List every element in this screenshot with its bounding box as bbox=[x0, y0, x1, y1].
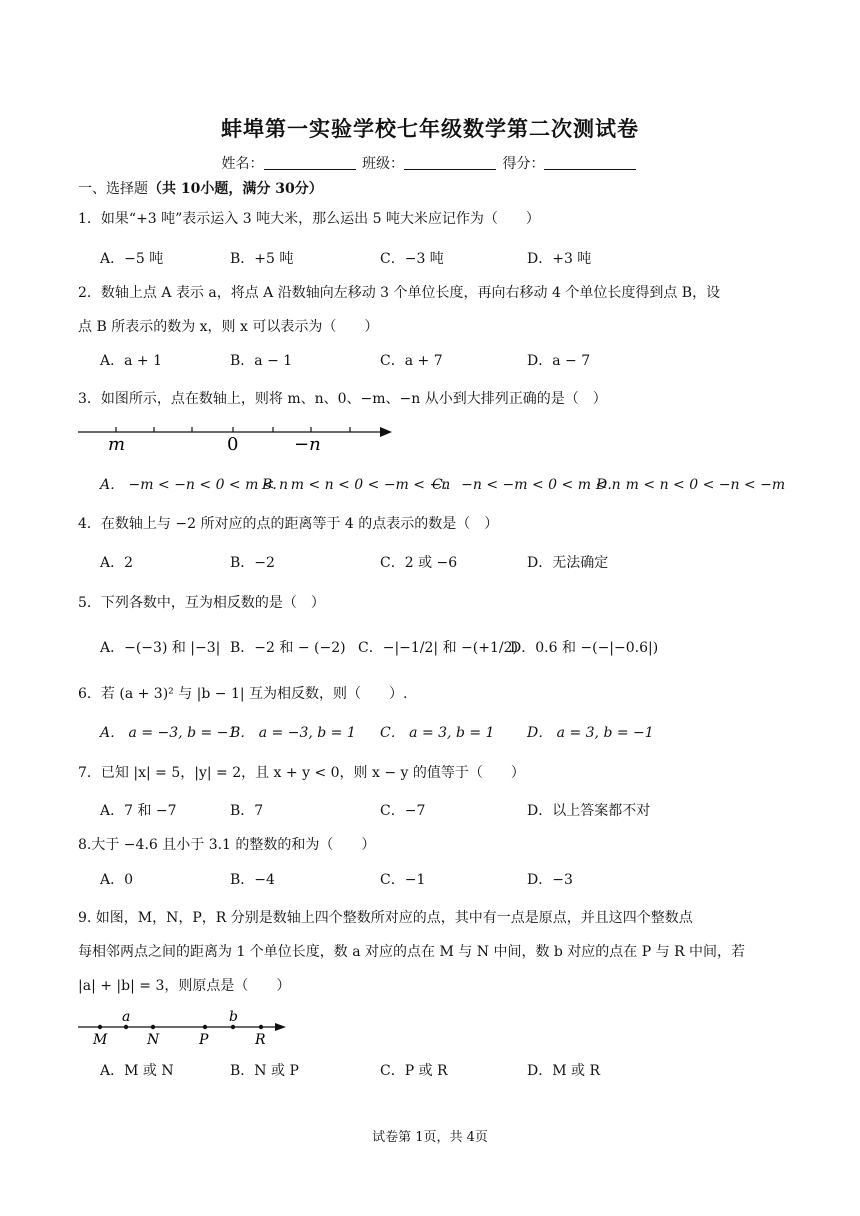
q8-option-a[interactable]: A．0 bbox=[100, 872, 134, 888]
q9-point-p bbox=[203, 1025, 207, 1029]
class-label: 班级： bbox=[362, 156, 404, 172]
q1-option-a[interactable]: A．−5 吨 bbox=[100, 251, 164, 267]
q3-option-c[interactable]: C． −n < −m < 0 < m < n bbox=[432, 477, 621, 493]
q5-option-c[interactable]: C．−|−1/2| 和 −(+1/2) bbox=[358, 640, 518, 656]
score-blank[interactable] bbox=[544, 156, 636, 170]
q7-option-a[interactable]: A．7 和 −7 bbox=[100, 803, 177, 819]
q9-label-m: M bbox=[93, 1032, 108, 1048]
q3-label-zero: 0 bbox=[227, 434, 239, 455]
q3-number-line-figure bbox=[78, 418, 398, 458]
q9-number-line-figure bbox=[78, 1008, 298, 1050]
question-9-line1: 9. 如图，M，N，P，R 分别是数轴上四个整数所对应的点，其中有一点是原点，并且这四个整数点 bbox=[78, 910, 693, 926]
q5-option-b[interactable]: B．−2 和 − (−2) bbox=[230, 640, 346, 656]
page-footer: 试卷第 1页，共 4页 bbox=[372, 1130, 488, 1145]
q9-point-r bbox=[259, 1025, 263, 1029]
q3-option-d[interactable]: D． m < n < 0 < −n < −m bbox=[596, 477, 786, 493]
exam-title: 蚌埠第一实验学校七年级数学第二次测试卷 bbox=[221, 116, 639, 141]
q4-option-c[interactable]: C．2 或 −6 bbox=[380, 555, 458, 571]
q4-option-a[interactable]: A．2 bbox=[100, 555, 134, 571]
question-2-line1: 2．数轴上点 A 表示 a，将点 A 沿数轴向左移动 3 个单位长度，再向右移动 4 个单位长度得到点 B，设 bbox=[78, 285, 721, 301]
q9-label-b: b bbox=[229, 1009, 238, 1025]
question-3-stem: 3．如图所示，点在数轴上，则将 m、n、0、−m、−n 从小到大排列正确的是（ ） bbox=[78, 391, 607, 407]
student-info-line bbox=[0, 153, 860, 173]
q9-option-c[interactable]: C．P 或 R bbox=[380, 1063, 448, 1079]
q6-option-c[interactable]: C． a = 3, b = 1 bbox=[380, 725, 495, 741]
q9-option-b[interactable]: B．N 或 P bbox=[230, 1063, 299, 1079]
class-blank[interactable] bbox=[404, 156, 496, 170]
q2-option-b[interactable]: B．a − 1 bbox=[230, 353, 293, 369]
q2-option-c[interactable]: C．a + 7 bbox=[380, 353, 443, 369]
q9-label-r: R bbox=[255, 1032, 266, 1048]
q2-option-d[interactable]: D．a − 7 bbox=[527, 353, 591, 369]
q8-option-c[interactable]: C．−1 bbox=[380, 872, 426, 888]
q5-option-d[interactable]: D．0.6 和 −(−|−0.6|) bbox=[510, 640, 659, 656]
question-5-stem: 5．下列各数中，互为相反数的是（ ） bbox=[78, 595, 325, 611]
q4-option-b[interactable]: B．−2 bbox=[230, 555, 275, 571]
q6-option-d[interactable]: D． a = 3, b = −1 bbox=[527, 725, 654, 741]
name-label: 姓名： bbox=[221, 156, 264, 172]
section-detail: （共 10小题，满分 30分） bbox=[148, 181, 323, 197]
q1-option-b[interactable]: B．+5 吨 bbox=[230, 251, 294, 267]
question-8-stem: 8.大于 −4.6 且小于 3.1 的整数的和为（ ） bbox=[78, 837, 376, 853]
q2-option-a[interactable]: A．a + 1 bbox=[100, 353, 162, 369]
q9-point-m bbox=[98, 1025, 102, 1029]
q3-label-m: m bbox=[108, 434, 126, 455]
question-7-stem: 7．已知 |x| = 5，|y| = 2，且 x + y < 0，则 x − y 的值等于（ ） bbox=[78, 765, 525, 781]
q9-label-p: P bbox=[199, 1032, 209, 1048]
section-heading bbox=[78, 178, 323, 198]
q1-option-c[interactable]: C．−3 吨 bbox=[380, 251, 444, 267]
question-2-line2: 点 B 所表示的数为 x，则 x 可以表示为（ ） bbox=[78, 319, 379, 335]
q7-option-d[interactable]: D．以上答案都不对 bbox=[527, 803, 651, 819]
q1-option-d[interactable]: D．+3 吨 bbox=[527, 251, 592, 267]
q3-option-b[interactable]: B． m < n < 0 < −m < −n bbox=[262, 477, 451, 493]
q3-option-a[interactable]: A． −m < −n < 0 < m < n bbox=[100, 477, 289, 493]
q9-point-n bbox=[151, 1025, 155, 1029]
name-blank[interactable] bbox=[264, 156, 356, 170]
score-label: 得分： bbox=[502, 156, 545, 172]
q9-point-b bbox=[231, 1025, 235, 1029]
q9-point-a bbox=[124, 1025, 128, 1029]
q9-option-a[interactable]: A．M 或 N bbox=[100, 1063, 174, 1079]
question-1-stem: 1．如果“+3 吨”表示运入 3 吨大米，那么运出 5 吨大米应记作为（ ） bbox=[78, 211, 540, 227]
section-label: 一、选择题 bbox=[78, 181, 148, 197]
q6-option-b[interactable]: B． a = −3, b = 1 bbox=[230, 725, 356, 741]
question-9-line2: 每相邻两点之间的距离为 1 个单位长度，数 a 对应的点在 M 与 N 中间，数 b 对应的点在 P 与 R 中间，若 bbox=[78, 944, 746, 960]
q7-option-c[interactable]: C．−7 bbox=[380, 803, 426, 819]
q6-option-a[interactable]: A． a = −3, b = −1 bbox=[100, 725, 238, 741]
q3-label-neg-n: −n bbox=[294, 434, 321, 455]
q3-ticks bbox=[116, 427, 350, 432]
q3-axis-arrow bbox=[380, 427, 392, 437]
question-4-stem: 4．在数轴上与 −2 所对应的点的距离等于 4 的点表示的数是（ ） bbox=[78, 516, 499, 532]
question-9-line3: |a| + |b| = 3，则原点是（ ） bbox=[78, 978, 291, 994]
q8-option-b[interactable]: B．−4 bbox=[230, 872, 275, 888]
q5-option-a[interactable]: A．−(−3) 和 |−3| bbox=[100, 640, 221, 656]
q9-label-a: a bbox=[122, 1009, 131, 1025]
q9-axis-arrow bbox=[275, 1023, 286, 1031]
q8-option-d[interactable]: D．−3 bbox=[527, 872, 573, 888]
q4-option-d[interactable]: D．无法确定 bbox=[527, 555, 609, 571]
q7-option-b[interactable]: B．7 bbox=[230, 803, 264, 819]
q9-option-d[interactable]: D．M 或 R bbox=[527, 1063, 601, 1079]
q9-label-n: N bbox=[147, 1032, 160, 1048]
question-6-stem: 6．若 (a + 3)² 与 |b − 1| 互为相反数，则（ ）. bbox=[78, 686, 408, 702]
